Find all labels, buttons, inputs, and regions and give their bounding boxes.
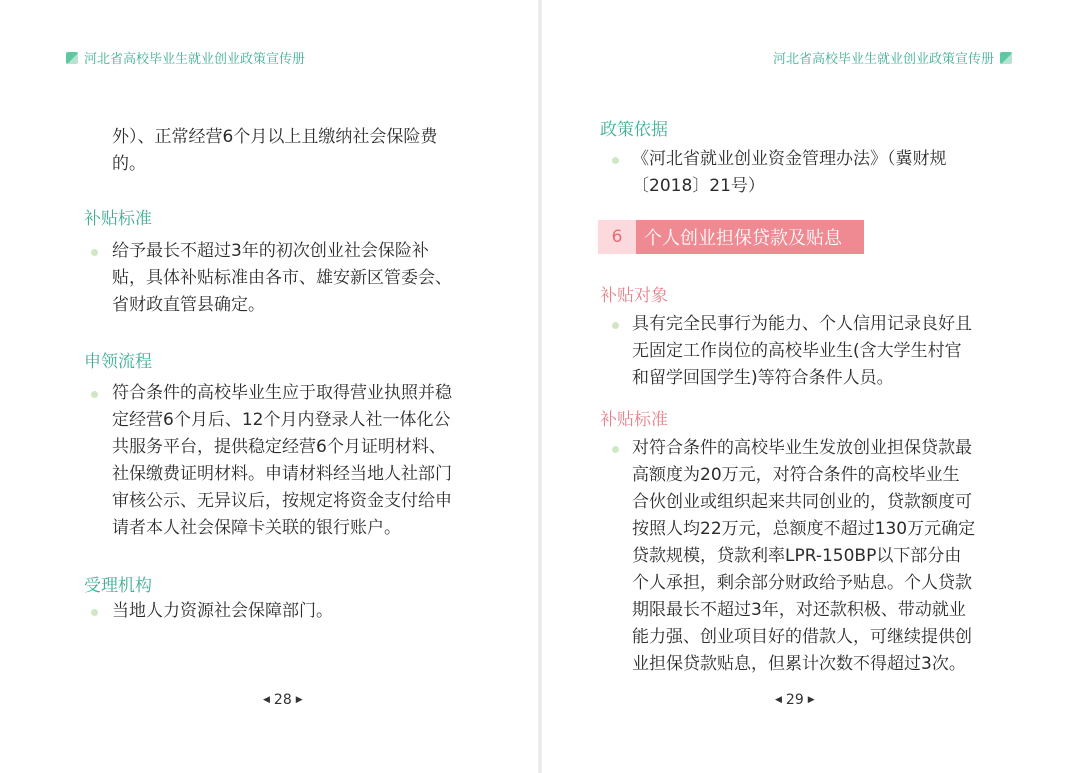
text-line: 期限最长不超过3年，对还款积极、带动就业 (632, 600, 966, 620)
text-line: 能力强、创业项目好的借款人，可继续提供创 (632, 627, 972, 647)
text-line: 对符合条件的高校毕业生发放创业担保贷款最 (632, 438, 972, 458)
text-line: 个人承担，剩余部分财政给予贴息。个人贷款 (632, 573, 972, 593)
text-line: 给予最长不超过3年的初次创业社会保险补 (112, 241, 429, 261)
text-line: 按照人均22万元，总额度不超过130万元确定 (632, 519, 976, 539)
bullet-dot (612, 446, 619, 453)
page-number-right (775, 692, 815, 708)
text-line: 请者本人社会保障卡关联的银行账户。 (112, 518, 401, 538)
page-header-left (66, 48, 305, 67)
page-number-left (263, 692, 303, 708)
bullet-dot (91, 391, 98, 398)
arrow-left-icon: ◀ (775, 695, 782, 705)
text-line: 贴，具体补贴标准由各市、雄安新区管委会、 (112, 268, 452, 288)
section-title-application-process: 申领流程 (84, 352, 152, 372)
bullet-dot (91, 249, 98, 256)
text-line: 定经营6个月后、12个月内登录人社一体化公 (112, 410, 451, 430)
section-title-policy-basis: 政策依据 (600, 120, 668, 140)
page-right (540, 0, 1080, 773)
bullet-dot (91, 609, 98, 616)
section-banner (598, 220, 864, 254)
bullet-dot (612, 322, 619, 329)
header-title: 河北省高校毕业生就业创业政策宣传册 (84, 52, 306, 67)
text-line: 〔2018〕21号） (632, 176, 765, 196)
banner-title: 个人创业担保贷款及贴息 (644, 228, 842, 249)
arrow-right-icon: ▶ (295, 695, 303, 705)
page-number: 28 (273, 692, 292, 708)
text-line: 合伙创业或组织起来共同创业的，贷款额度可 (632, 492, 972, 512)
text-line: 和留学回国学生)等符合条件人员。 (632, 368, 894, 388)
text-line: 审核公示、无异议后，按规定将资金支付给申 (112, 491, 452, 511)
section-title-subsidy-standard: 补贴标准 (84, 209, 152, 229)
bullet-dot (612, 157, 619, 164)
arrow-left-icon: ◀ (263, 695, 270, 705)
section-title-subsidy-standard: 补贴标准 (600, 410, 668, 430)
text-line: 高额度为20万元，对符合条件的高校毕业生 (632, 465, 960, 485)
text-line: 无固定工作岗位的高校毕业生(含大学生村官 (632, 341, 962, 361)
page-header-right (773, 48, 1012, 67)
continued-text-line: 的。 (112, 154, 146, 174)
section-title-subsidy-target: 补贴对象 (600, 286, 668, 306)
text-line: 业担保贷款贴息，但累计次数不得超过3次。 (632, 654, 966, 674)
text-line: 社保缴费证明材料。申请材料经当地人社部门 (112, 464, 452, 484)
text-line: 具有完全民事行为能力、个人信用记录良好且 (632, 314, 972, 334)
continued-text-line: 外）、正常经营6个月以上且缴纳社会保险费 (112, 127, 438, 147)
banner-number: 6 (598, 220, 636, 254)
arrow-right-icon: ▶ (807, 695, 815, 705)
text-line: 共服务平台，提供稳定经营6个月证明材料、 (112, 437, 446, 457)
text-line: 贷款规模，贷款利率LPR-150BP以下部分由 (632, 546, 962, 566)
text-line: 符合条件的高校毕业生应于取得营业执照并稳 (112, 383, 452, 403)
text-line: 当地人力资源社会保障部门。 (112, 601, 333, 621)
header-title: 河北省高校毕业生就业创业政策宣传册 (772, 52, 994, 67)
header-mark-icon (1000, 52, 1012, 64)
header-mark-icon (66, 52, 78, 64)
section-title-accepting-agency: 受理机构 (84, 576, 152, 596)
text-line: 《河北省就业创业资金管理办法》（冀财规 (632, 149, 947, 169)
page-number: 29 (785, 692, 804, 708)
text-line: 省财政直管县确定。 (112, 295, 265, 315)
